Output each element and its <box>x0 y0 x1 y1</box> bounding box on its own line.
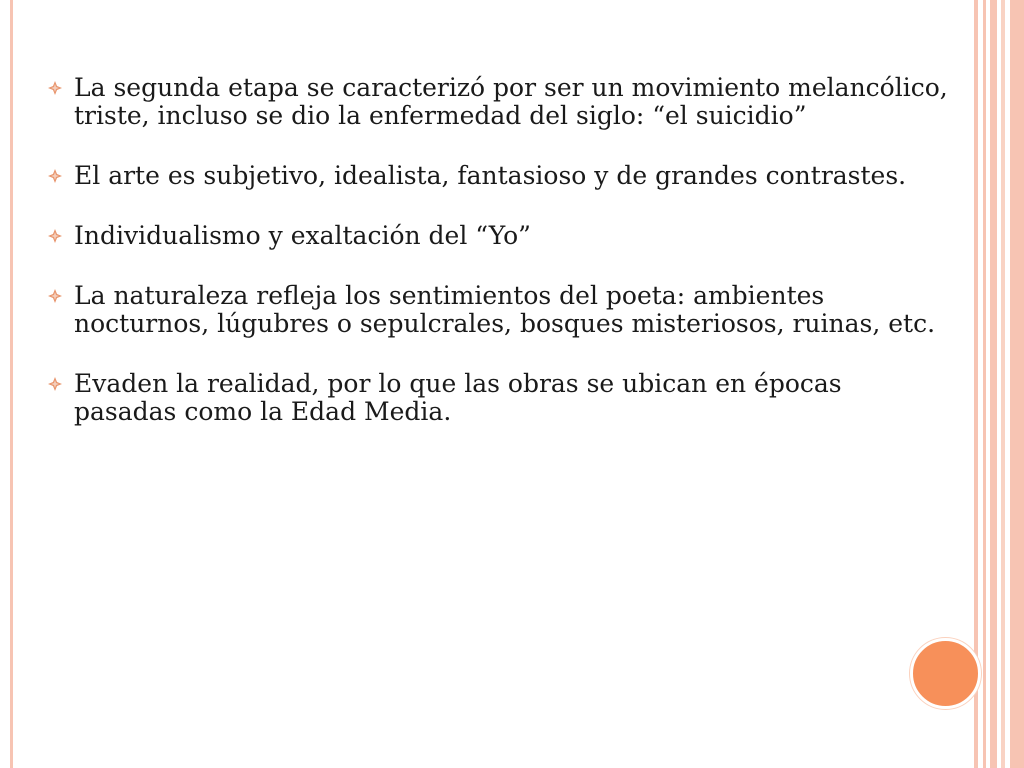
bullet-item <box>48 162 948 190</box>
bullet-text: Individualismo y exaltación del “Yo” <box>74 221 531 250</box>
decorative-circle <box>910 638 981 709</box>
bullet-item <box>48 222 948 250</box>
right-deco-stripe <box>990 0 997 768</box>
bullet-text: La segunda etapa se caracterizó por ser un movimiento melancólico, triste, incluso se dio la enfermedad del siglo: “el suicidio” <box>74 73 948 130</box>
right-deco-stripe <box>1001 0 1005 768</box>
diamond-bullet-icon <box>48 377 62 391</box>
right-deco-stripe <box>983 0 986 768</box>
diamond-bullet-icon <box>48 81 62 95</box>
diamond-bullet-icon <box>48 169 62 183</box>
bullet-text: El arte es subjetivo, idealista, fantasioso y de grandes contrastes. <box>74 161 907 190</box>
bullet-text: Evaden la realidad, por lo que las obras se ubican en épocas pasadas como la Edad Media. <box>74 369 842 426</box>
right-deco-stripe <box>1010 0 1024 768</box>
bullet-item <box>48 74 948 130</box>
bullet-list <box>48 74 948 458</box>
bullet-item <box>48 370 948 426</box>
bullet-text: La naturaleza refleja los sentimientos del poeta: ambientes nocturnos, lúgubres o sepulcrales, bosques misteriosos, ruinas, etc. <box>74 281 936 338</box>
left-border-stripe <box>10 0 13 768</box>
diamond-bullet-icon <box>48 229 62 243</box>
diamond-bullet-icon <box>48 289 62 303</box>
bullet-item <box>48 282 948 338</box>
